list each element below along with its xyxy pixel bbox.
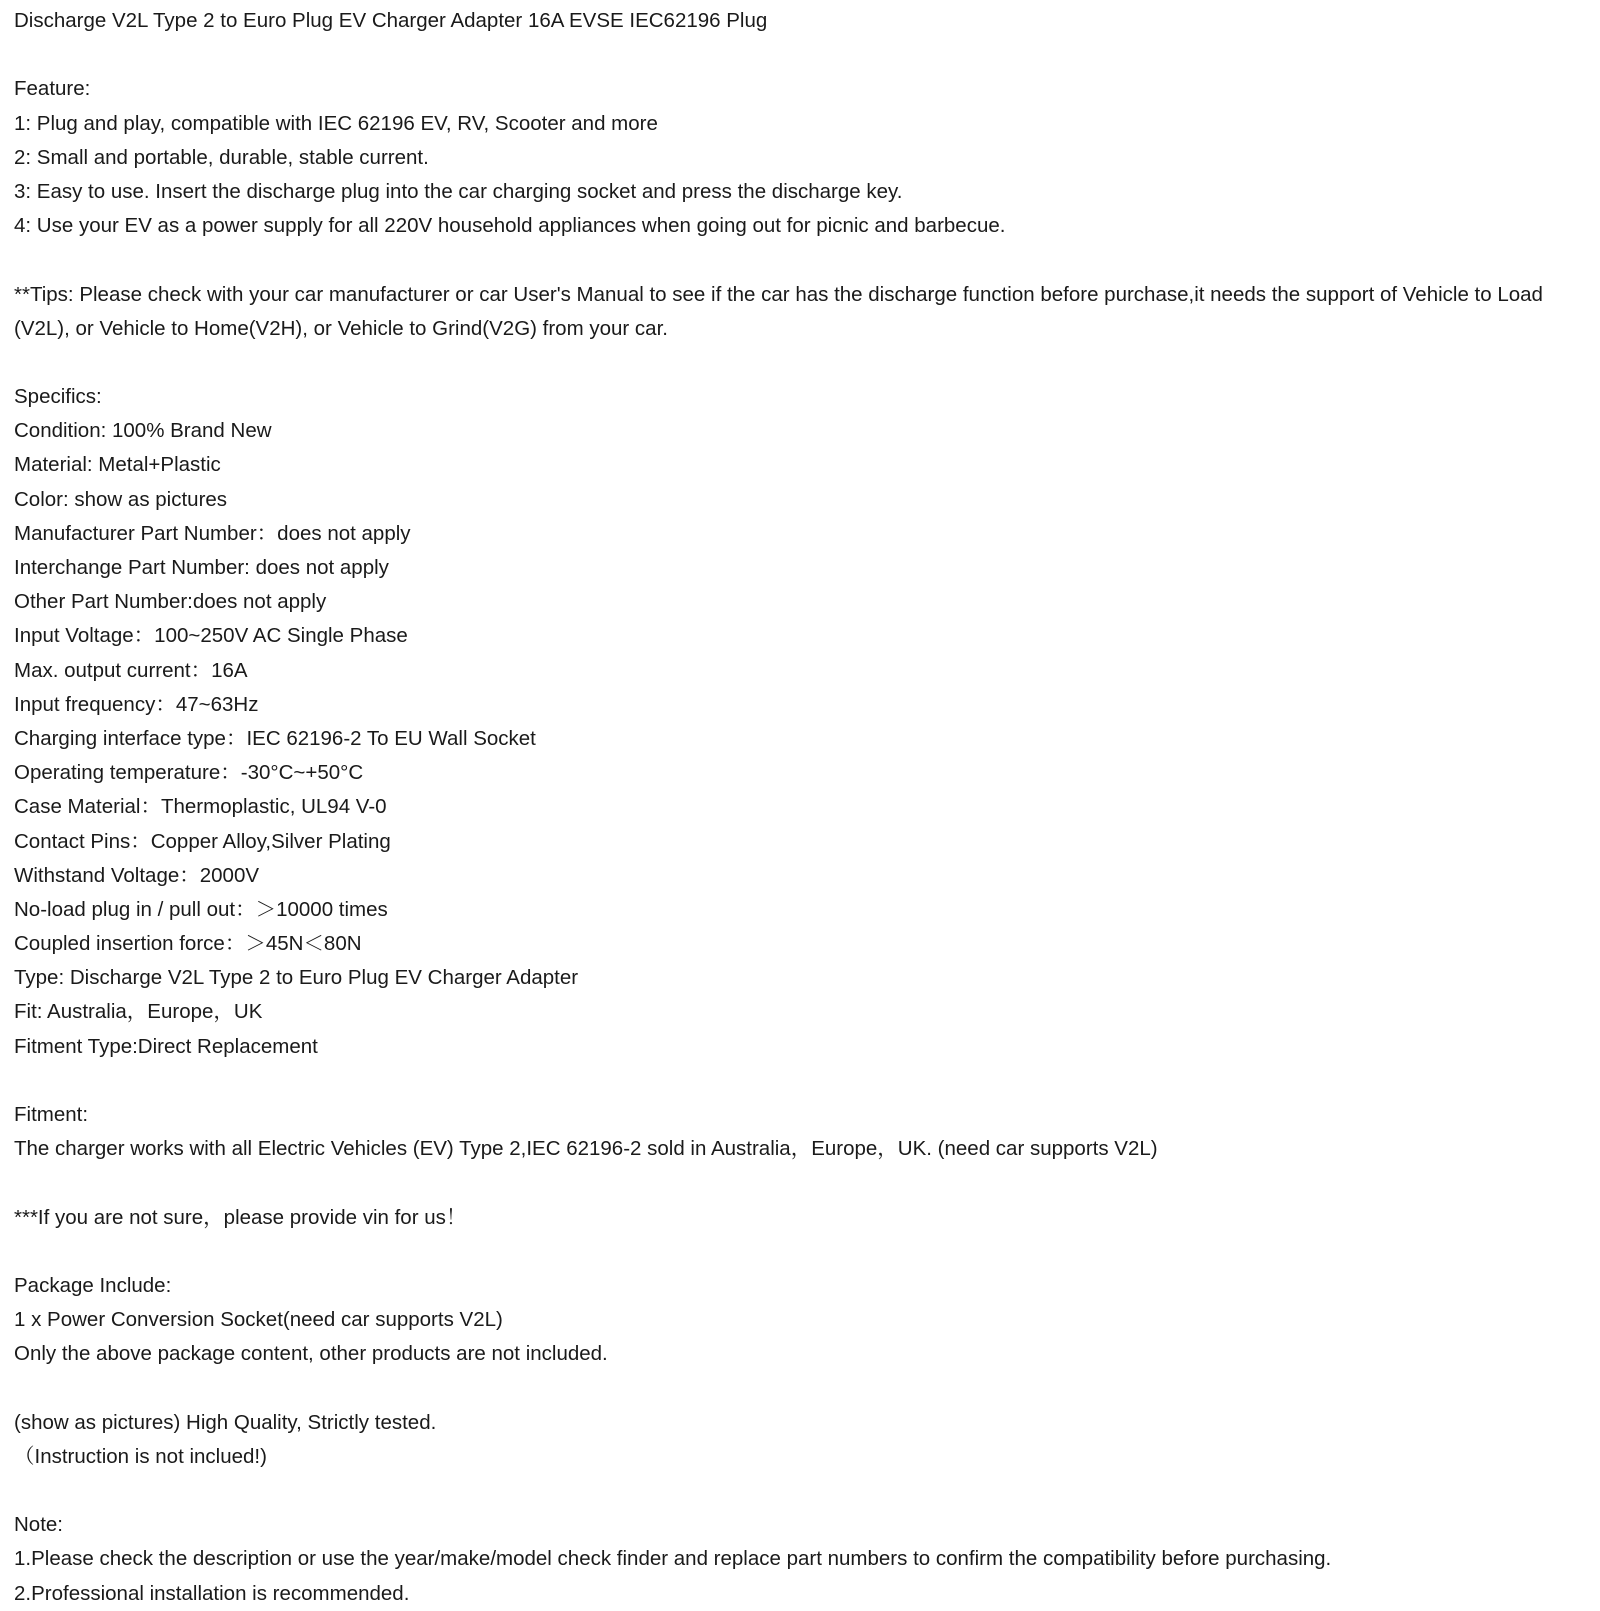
spacer <box>14 346 1589 380</box>
fitment-text: The charger works with all Electric Vehicles (EV) Type 2,IEC 62196-2 sold in Australia，Europe，UK. (need car supports V2L) <box>14 1137 1158 1161</box>
spacer <box>14 38 1589 72</box>
feature-item: 2: Small and portable, durable, stable current. <box>14 145 429 169</box>
spec-item: Case Material：Thermoplastic, UL94 V-0 <box>14 795 387 819</box>
spacer <box>14 1064 1589 1098</box>
package-heading: Package Include: <box>14 1273 172 1297</box>
spec-item: Max. output current：16A <box>14 658 248 682</box>
spec-item: Fitment Type:Direct Replacement <box>14 1034 318 1058</box>
spec-item: Input Voltage：100~250V AC Single Phase <box>14 624 408 648</box>
spec-item: No-load plug in / pull out：＞10000 times <box>14 897 388 921</box>
spec-item: Input frequency：47~63Hz <box>14 692 259 716</box>
spec-item: Manufacturer Part Number：does not apply <box>14 521 411 545</box>
feature-item: 3: Easy to use. Insert the discharge plug into the car charging socket and press the discharge key. <box>14 179 903 203</box>
quality-line: (show as pictures) High Quality, Strictly tested. <box>14 1410 437 1434</box>
package-item: Only the above package content, other products are not included. <box>14 1342 608 1366</box>
package-item: 1 x Power Conversion Socket(need car supports V2L) <box>14 1308 503 1332</box>
spec-item: Coupled insertion force：＞45N＜80N <box>14 932 362 956</box>
spec-item: Color: show as pictures <box>14 487 228 511</box>
feature-item: 4: Use your EV as a power supply for all 220V household appliances when going out for picnic and barbecue. <box>14 214 1006 238</box>
spacer <box>14 1474 1589 1508</box>
spec-item: Type: Discharge V2L Type 2 to Euro Plug EV Charger Adapter <box>14 966 579 990</box>
spec-item: Operating temperature：-30°C~+50°C <box>14 761 364 785</box>
spec-item: Condition: 100% Brand New <box>14 419 272 443</box>
spec-item: Fit: Australia，Europe，UK <box>14 1000 263 1024</box>
spacer <box>14 1235 1589 1269</box>
note-item: 2.Professional installation is recommended. <box>14 1581 410 1605</box>
feature-heading: Feature: <box>14 77 91 101</box>
product-title: Discharge V2L Type 2 to Euro Plug EV Charger Adapter 16A EVSE IEC62196 Plug <box>14 9 768 32</box>
note-item: 1.Please check the description or use the year/make/model check finder and replace part numbers to confirm the compatibility before purchasing. <box>14 1547 1332 1571</box>
spec-item: Interchange Part Number: does not apply <box>14 556 389 580</box>
instruction-note: （Instruction is not inclued!) <box>14 1444 267 1468</box>
spec-item: Material: Metal+Plastic <box>14 453 221 477</box>
fitment-heading: Fitment: <box>14 1103 89 1127</box>
spacer <box>14 1372 1589 1406</box>
spec-item: Charging interface type：IEC 62196-2 To EU Wall Socket <box>14 726 536 750</box>
spec-item: Contact Pins：Copper Alloy,Silver Plating <box>14 829 391 853</box>
spacer <box>14 1166 1589 1200</box>
spacer <box>14 243 1589 277</box>
product-description <box>14 4 1589 1611</box>
spec-item: Other Part Number:does not apply <box>14 590 327 614</box>
note-heading: Note: <box>14 1513 63 1537</box>
tips-text: **Tips: Please check with your car manufacturer or car User's Manual to see if the car has the discharge function before purchase,it needs the support of Vehicle to Load (V2L), or Vehicle to Home(V2H), or Vehicle to Grind(V2G) from your car. <box>14 282 1543 340</box>
specifics-heading: Specifics: <box>14 385 102 409</box>
vin-note: ***If you are not sure，please provide vin for us！ <box>14 1205 467 1229</box>
spec-item: Withstand Voltage：2000V <box>14 863 260 887</box>
feature-item: 1: Plug and play, compatible with IEC 62196 EV, RV, Scooter and more <box>14 111 658 135</box>
